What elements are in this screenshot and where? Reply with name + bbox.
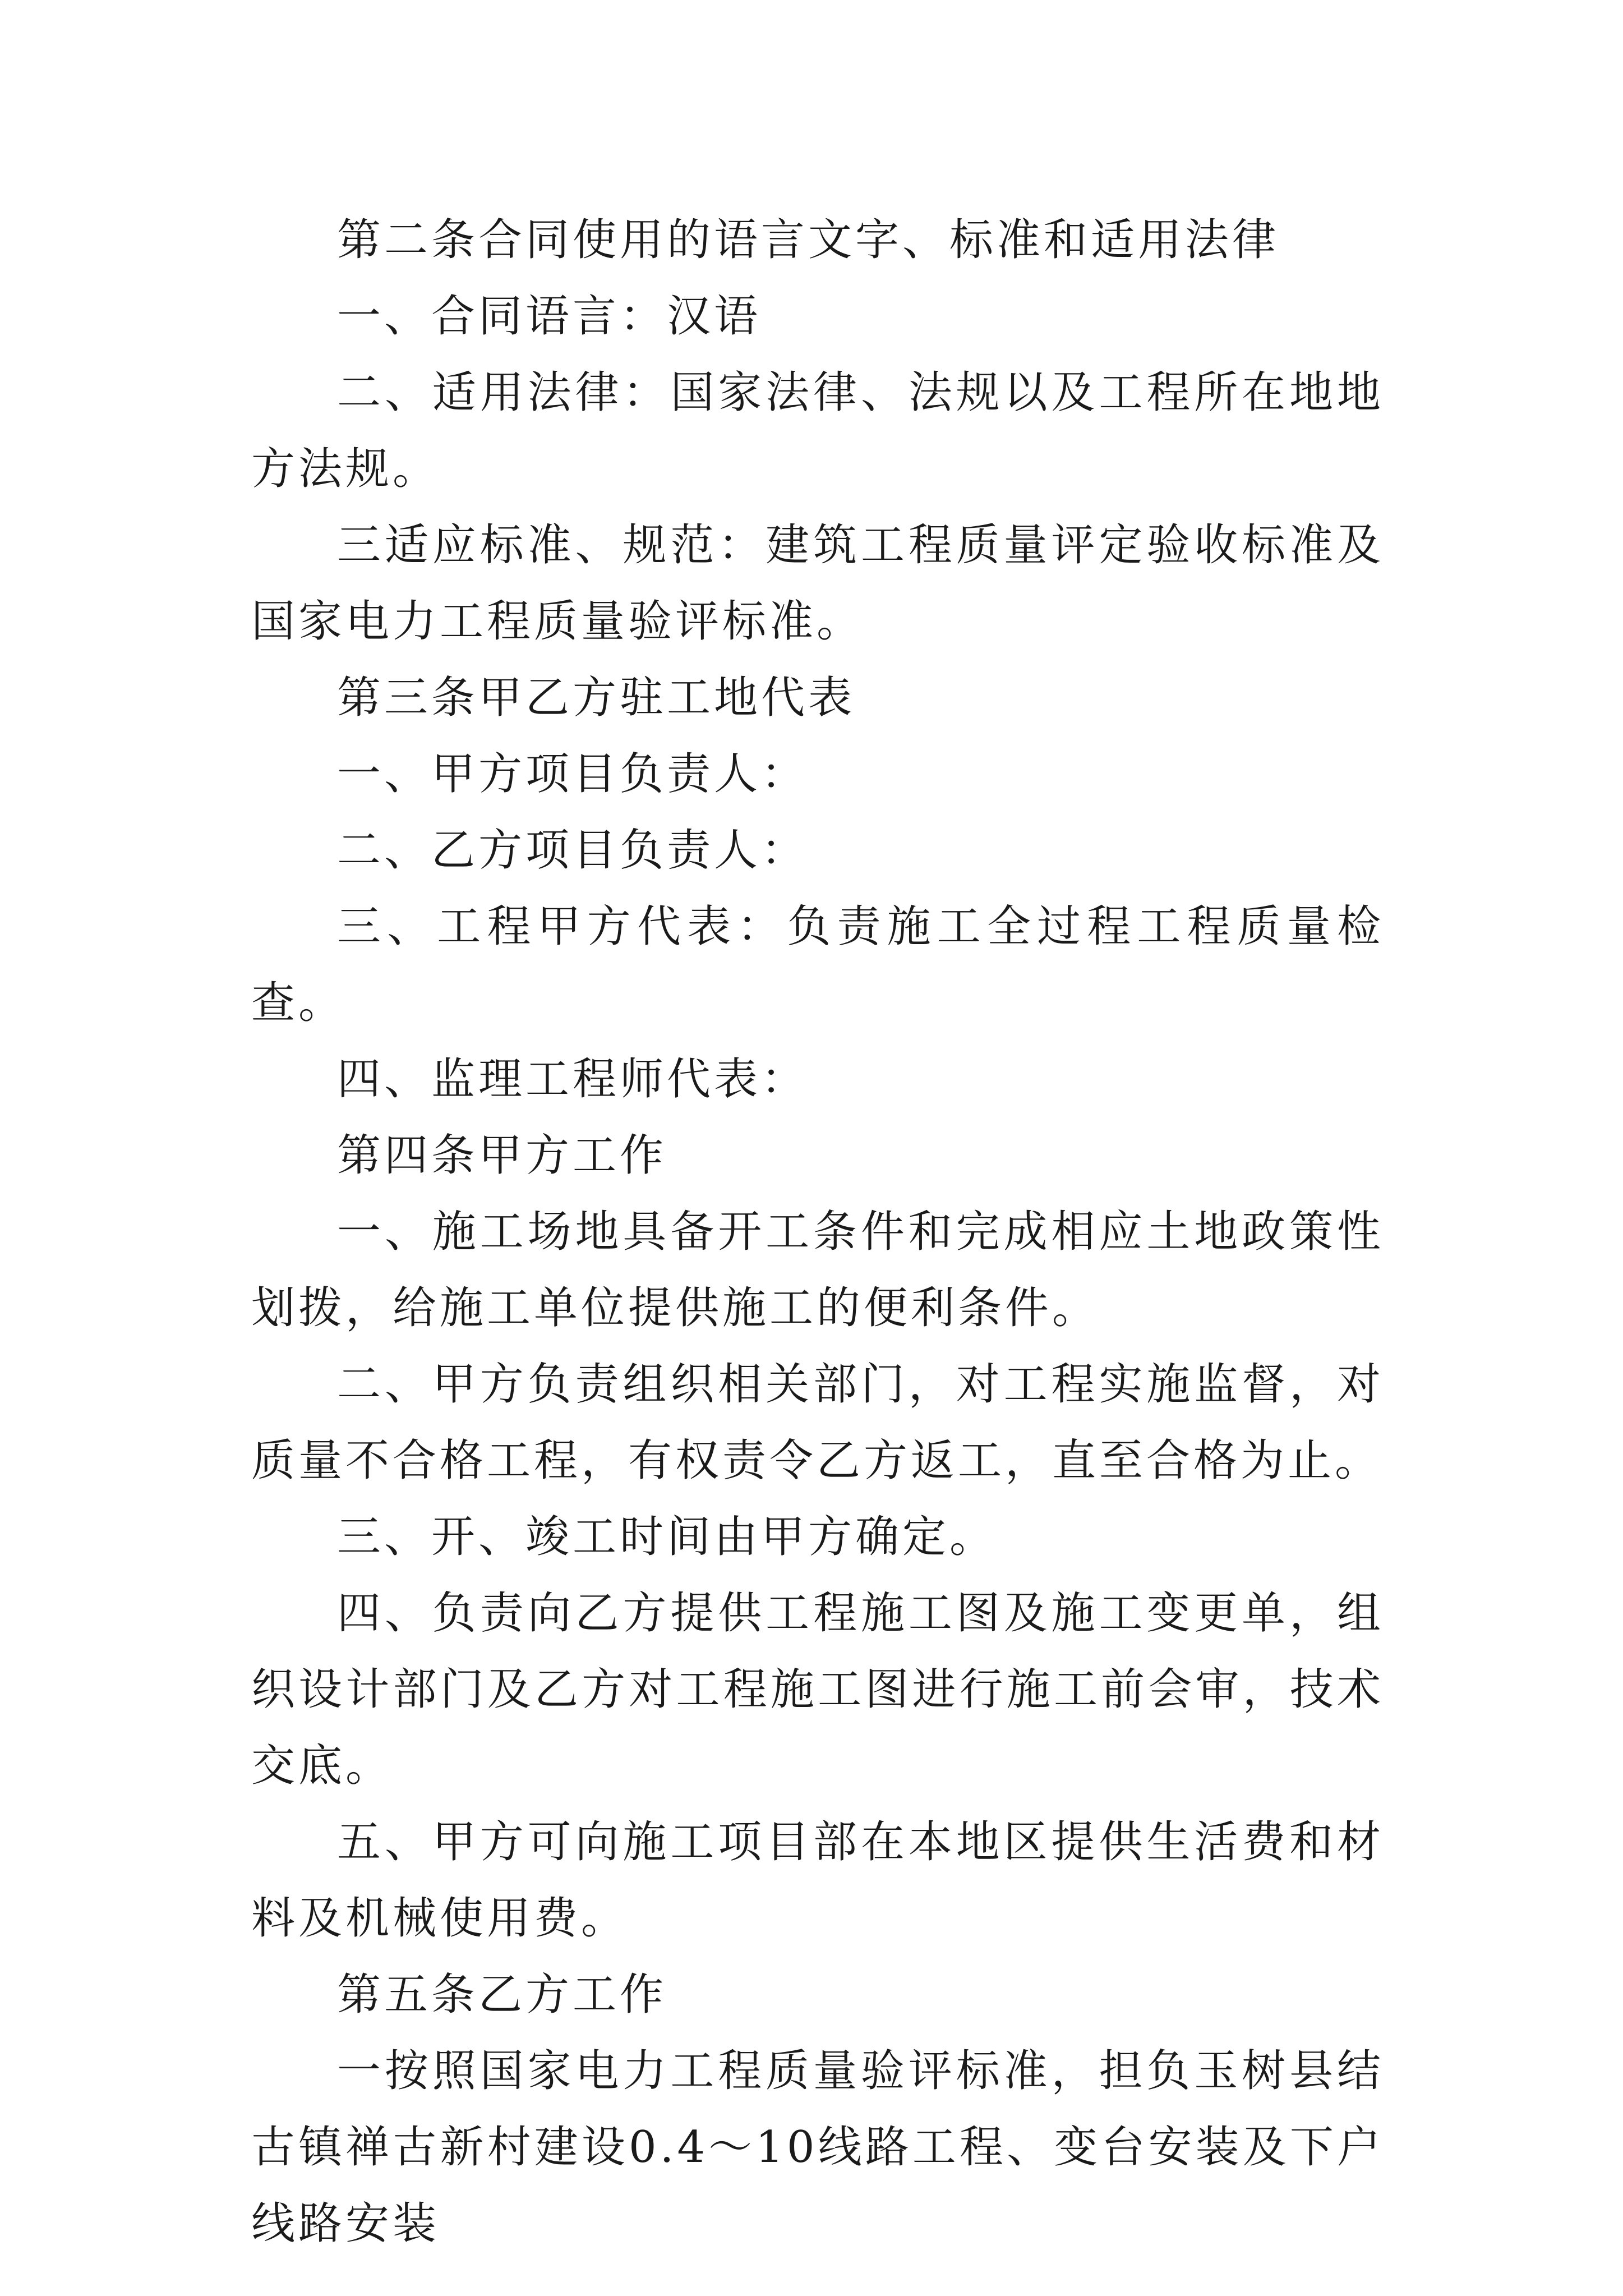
supervising-engineer-clause: 四、监理工程师代表： [337, 1054, 809, 1105]
party-a-duty-1: 一、施工场地具备开工条件和完成相应土地政策性划拨，给施工单位提供施工的便利条件。 [251, 1207, 1384, 1333]
article-3-heading: 第三条甲乙方驻工地代表 [337, 673, 856, 723]
party-a-duty-2: 二、甲方负责组织相关部门，对工程实施监督，对质量不合格工程，有权责令乙方返工，直至合格为止。 [251, 1359, 1384, 1486]
applicable-standards-clause: 三适应标准、规范：建筑工程质量评定验收标准及国家电力工程质量验评标准。 [251, 520, 1384, 647]
contract-language-clause: 一、合同语言：汉语 [337, 291, 762, 342]
party-b-project-lead-clause: 二、乙方项目负责人： [337, 825, 809, 876]
document-body [251, 202, 1384, 2262]
party-a-duty-3: 三、开、竣工时间由甲方确定。 [337, 1512, 997, 1562]
article-5-heading: 第五条乙方工作 [337, 1970, 667, 2020]
party-a-duty-5: 五、甲方可向施工项目部在本地区提供生活费和材料及机械使用费。 [251, 1817, 1384, 1944]
party-b-duty-1: 一按照国家电力工程质量验评标准，担负玉树县结古镇禅古新村建设0.4～10线路工程、变台安装及下户线路安装 [251, 2046, 1384, 2249]
article-4-heading: 第四条甲方工作 [337, 1130, 667, 1181]
party-a-representative-clause: 三、工程甲方代表：负责施工全过程工程质量检查。 [251, 901, 1384, 1028]
party-a-project-lead-clause: 一、甲方项目负责人： [337, 749, 809, 799]
applicable-law-clause: 二、适用法律：国家法律、法规以及工程所在地地方法规。 [251, 367, 1384, 494]
article-2-heading: 第二条合同使用的语言文字、标准和适用法律 [337, 215, 1280, 265]
party-a-duty-4: 四、负责向乙方提供工程施工图及施工变更单，组织设计部门及乙方对工程施工图进行施工前会审，技术交底。 [251, 1588, 1384, 1791]
